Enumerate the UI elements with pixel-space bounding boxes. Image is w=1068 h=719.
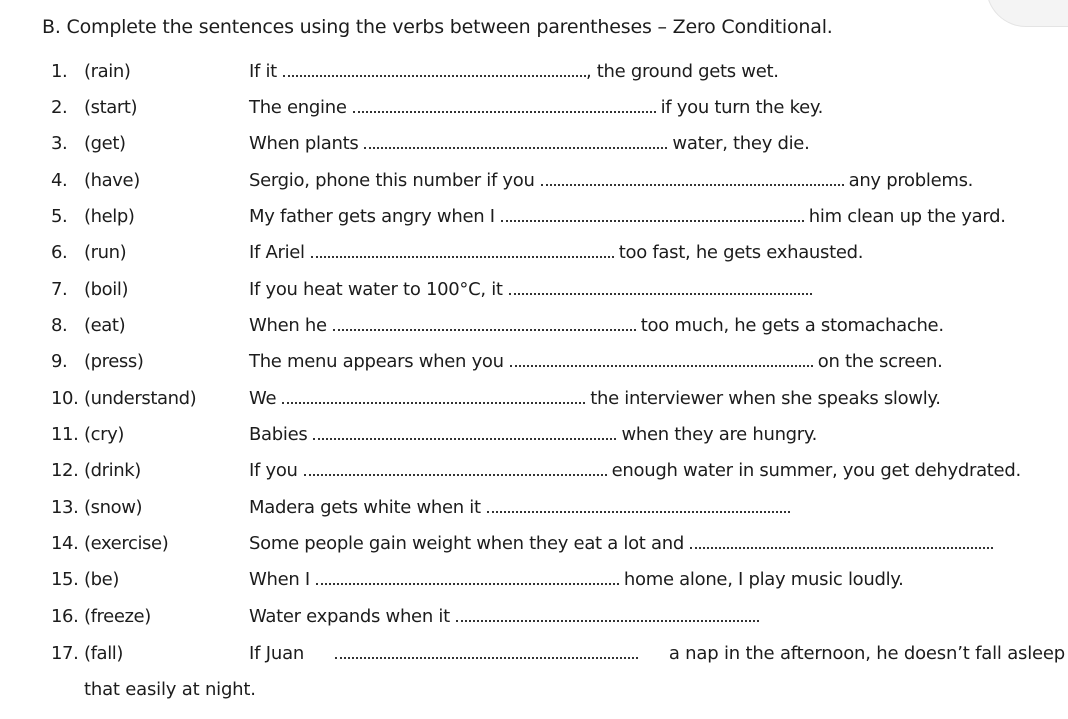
answer-blank[interactable] bbox=[541, 166, 844, 186]
sentence-start: The engine bbox=[249, 97, 347, 118]
item-number: 8. bbox=[51, 315, 68, 336]
sentence-end: when they are hungry. bbox=[621, 424, 818, 445]
sentence-start: When plants bbox=[249, 133, 359, 154]
item-number: 3. bbox=[51, 133, 68, 154]
item-verb: (snow) bbox=[84, 497, 143, 518]
sentence-start: If it bbox=[249, 61, 277, 82]
item-number: 10. bbox=[51, 388, 79, 409]
exercise-item-14 bbox=[0, 529, 1068, 559]
sentence-end: , the ground gets wet. bbox=[585, 61, 779, 82]
item-number: 1. bbox=[51, 61, 68, 82]
item-sentence bbox=[249, 57, 779, 87]
item-number: 7. bbox=[51, 279, 68, 300]
item-verb: (help) bbox=[84, 206, 135, 227]
sentence-end: too much, he gets a stomachache. bbox=[640, 315, 944, 336]
sentence-end: the interviewer when she speaks slowly. bbox=[590, 388, 941, 409]
item-sentence bbox=[249, 202, 1006, 232]
item-verb: (cry) bbox=[84, 424, 124, 445]
answer-blank[interactable] bbox=[353, 93, 656, 113]
answer-blank[interactable] bbox=[501, 202, 804, 222]
exercise-heading: B. Complete the sentences using the verbs between parentheses – Zero Conditional. bbox=[42, 16, 833, 38]
answer-blank[interactable] bbox=[316, 565, 619, 585]
answer-blank[interactable] bbox=[510, 347, 813, 367]
item-sentence bbox=[249, 529, 993, 559]
exercise-item-13 bbox=[0, 493, 1068, 523]
exercise-item-15 bbox=[0, 565, 1068, 595]
sentence-start: If you heat water to 100°C, it bbox=[249, 279, 503, 300]
exercise-item-3 bbox=[0, 129, 1068, 159]
exercise-item-12 bbox=[0, 456, 1068, 486]
sentence-end: any problems. bbox=[848, 170, 974, 191]
item-sentence bbox=[249, 129, 810, 159]
item-verb: (run) bbox=[84, 242, 127, 263]
exercise-item-10 bbox=[0, 384, 1068, 414]
answer-blank[interactable] bbox=[456, 602, 759, 622]
exercise-item-16 bbox=[0, 602, 1068, 632]
sentence-start: Some people gain weight when they eat a lot and bbox=[249, 533, 684, 554]
item-number: 13. bbox=[51, 497, 79, 518]
exercise-item-7 bbox=[0, 275, 1068, 305]
sentence-start: When he bbox=[249, 315, 327, 336]
sentence-start: Madera gets white when it bbox=[249, 497, 481, 518]
item-verb: (boil) bbox=[84, 279, 129, 300]
sentence-start: We bbox=[249, 388, 277, 409]
exercise-item-9 bbox=[0, 347, 1068, 377]
item-sentence bbox=[249, 639, 1065, 669]
item-sentence bbox=[249, 493, 790, 523]
sentence-end: water, they die. bbox=[672, 133, 810, 154]
corner-decoration bbox=[986, 0, 1068, 27]
sentence-start: Water expands when it bbox=[249, 606, 450, 627]
item-number: 6. bbox=[51, 242, 68, 263]
sentence-start: Babies bbox=[249, 424, 308, 445]
sentence-start: When I bbox=[249, 569, 310, 590]
answer-blank[interactable] bbox=[313, 420, 616, 440]
answer-blank[interactable] bbox=[690, 529, 993, 549]
sentence-end: home alone, I play music loudly. bbox=[623, 569, 904, 590]
item-number: 4. bbox=[51, 170, 68, 191]
sentence-start: Sergio, phone this number if you bbox=[249, 170, 535, 191]
sentence-start: The menu appears when you bbox=[249, 351, 504, 372]
item-sentence bbox=[249, 602, 759, 632]
answer-blank[interactable] bbox=[333, 311, 636, 331]
item-sentence bbox=[249, 347, 943, 377]
item-verb: (fall) bbox=[84, 643, 124, 664]
exercise-item-2 bbox=[0, 93, 1068, 123]
sentence-end: enough water in summer, you get dehydrated. bbox=[611, 460, 1021, 481]
item-verb: (understand) bbox=[84, 388, 197, 409]
sentence-start: My father gets angry when I bbox=[249, 206, 495, 227]
answer-blank[interactable] bbox=[282, 384, 585, 404]
sentence-start: If Ariel bbox=[249, 242, 305, 263]
exercise-item-17 bbox=[0, 639, 1068, 669]
item-number: 12. bbox=[51, 460, 79, 481]
answer-blank[interactable] bbox=[283, 57, 586, 77]
item-number: 2. bbox=[51, 97, 68, 118]
sentence-end: him clean up the yard. bbox=[808, 206, 1006, 227]
item-sentence bbox=[249, 166, 973, 196]
answer-blank[interactable] bbox=[487, 493, 790, 513]
item-verb: (be) bbox=[84, 569, 119, 590]
answer-blank[interactable] bbox=[364, 129, 667, 149]
sentence-continuation: that easily at night. bbox=[84, 679, 256, 700]
item-verb: (press) bbox=[84, 351, 144, 372]
item-sentence bbox=[249, 93, 823, 123]
exercise-item-6 bbox=[0, 238, 1068, 268]
item-sentence bbox=[249, 384, 941, 414]
exercise-item-8 bbox=[0, 311, 1068, 341]
sentence-end: a nap in the afternoon, he doesn’t fall asleep bbox=[668, 643, 1065, 664]
item-number: 9. bbox=[51, 351, 68, 372]
item-sentence bbox=[249, 456, 1021, 486]
item-number: 16. bbox=[51, 606, 79, 627]
item-sentence bbox=[249, 238, 863, 268]
item-number: 5. bbox=[51, 206, 68, 227]
item-sentence bbox=[249, 275, 812, 305]
item-number: 14. bbox=[51, 533, 79, 554]
item-verb: (drink) bbox=[84, 460, 141, 481]
answer-blank[interactable] bbox=[509, 275, 812, 295]
exercise-item-1 bbox=[0, 57, 1068, 87]
answer-blank[interactable] bbox=[304, 456, 607, 476]
item-verb: (get) bbox=[84, 133, 126, 154]
item-number: 11. bbox=[51, 424, 79, 445]
sentence-end: too fast, he gets exhausted. bbox=[618, 242, 864, 263]
item-sentence bbox=[249, 565, 904, 595]
exercise-item-4 bbox=[0, 166, 1068, 196]
item-sentence bbox=[249, 420, 817, 450]
sentence-end: if you turn the key. bbox=[660, 97, 824, 118]
sentence-end: on the screen. bbox=[817, 351, 943, 372]
exercise-item-11 bbox=[0, 420, 1068, 450]
item-verb: (rain) bbox=[84, 61, 131, 82]
item-number: 15. bbox=[51, 569, 79, 590]
item-verb: (freeze) bbox=[84, 606, 151, 627]
item-verb: (start) bbox=[84, 97, 138, 118]
item-sentence bbox=[249, 311, 944, 341]
item-number: 17. bbox=[51, 643, 79, 664]
item-verb: (exercise) bbox=[84, 533, 169, 554]
exercise-item-5 bbox=[0, 202, 1068, 232]
answer-blank[interactable] bbox=[311, 238, 614, 258]
answer-blank[interactable] bbox=[335, 639, 638, 659]
sentence-start: If you bbox=[249, 460, 298, 481]
item-verb: (eat) bbox=[84, 315, 126, 336]
item-verb: (have) bbox=[84, 170, 140, 191]
sentence-start: If Juan bbox=[249, 643, 305, 664]
